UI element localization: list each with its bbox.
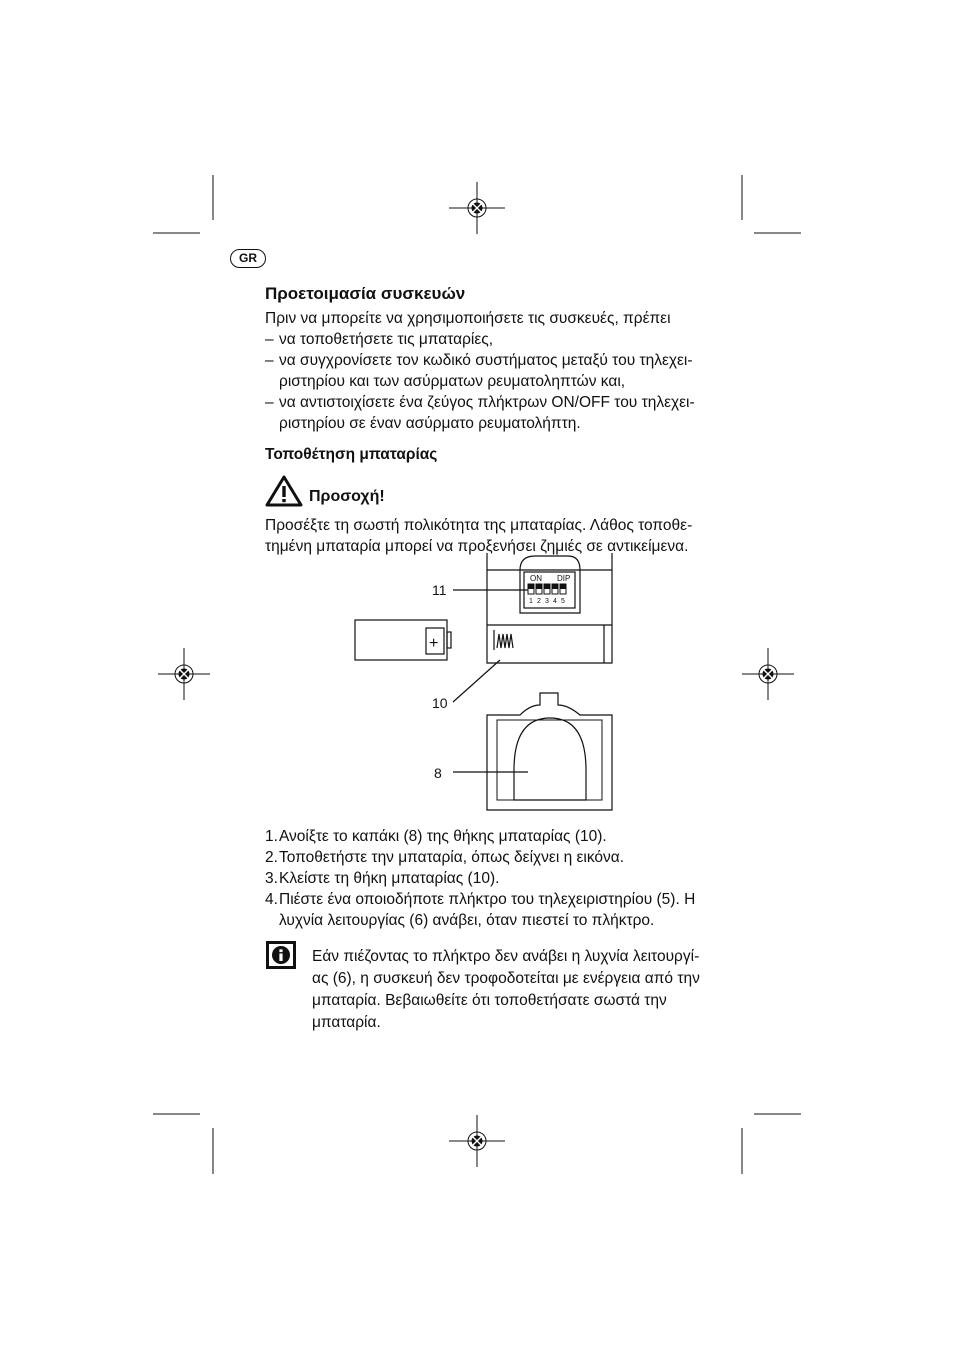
dip-switch-bank — [528, 584, 566, 594]
intro-text: Πριν να μπορείτε να χρησιμοποιήσετε τις συσκευές, πρέπει — [265, 310, 671, 327]
battery-section-title: Τοποθέτηση μπαταρίας — [265, 446, 438, 463]
info-icon — [266, 941, 296, 969]
info-note: Εάν πιέζοντας το πλήκτρο δεν ανάβει η λυχνία λειτουργίας (6), η συσκευή δεν τροφοδοτείται με ενέργεια από την μπαταρία. Βεβαιωθείτε ότι τοποθετήσατε σωστά την μπαταρία. — [312, 948, 700, 1031]
step-item: 2. Τοποθετήστε την μπαταρία, όπως δείχνει η εικόνα. — [265, 849, 625, 866]
registration-mark-bottom — [449, 1115, 505, 1167]
dip-number: 5 — [561, 598, 565, 605]
dip-number: 2 — [537, 598, 541, 605]
step-item: 1. Ανοίξτε το καπάκι (8) της θήκης μπαταρίας (10). — [265, 828, 607, 845]
prep-item: – να συγχρονίσετε τον κωδικό συστήματος μεταξύ του τηλεχειριστηρίου και των ασύρματων ρευματοληπτών και, — [265, 352, 693, 390]
warning-heading — [265, 473, 705, 507]
dip-label: DIP — [557, 574, 571, 583]
dip-number: 1 — [529, 598, 533, 605]
prep-item: – να αντιστοιχίσετε ένα ζεύγος πλήκτρων ON/OFF του τηλεχειριστηρίου σε έναν ασύρματο ρευματολήπτη. — [265, 394, 695, 432]
step-item: 4. Πιέστε ένα οποιοδήποτε πλήκτρο του τηλεχειριστηρίου (5). Η λυχνία λειτουργίας (6) ανάβει, όταν πιεστεί το πλήκτρο. — [265, 891, 696, 929]
dip-number: 3 — [545, 598, 549, 605]
registration-mark-right — [742, 648, 794, 700]
registration-mark-left — [158, 648, 210, 700]
warning-icon — [265, 475, 303, 507]
dip-on-label: ON — [530, 574, 542, 583]
main-content — [265, 282, 705, 557]
step-item: 3. Κλείστε τη θήκη μπαταρίας (10). — [265, 870, 500, 887]
section-title: Προετοιμασία συσκευών — [265, 284, 466, 303]
language-badge: GR — [230, 249, 266, 268]
callout-11: 11 — [432, 582, 447, 598]
warning-label: Προσοχή! — [309, 488, 385, 505]
battery-plus-sign: + — [429, 635, 439, 652]
callout-8: 8 — [434, 765, 442, 781]
battery-figure — [350, 550, 630, 820]
steps-list — [265, 826, 705, 931]
warning-text: Προσέξτε τη σωστή πολικότητα της μπαταρίας. Λάθος τοποθετημένη μπαταρία μπορεί να προξενήσει ζημιές σε αντικείμενα. — [265, 517, 693, 555]
prep-item: – να τοποθετήσετε τις μπαταρίες, — [265, 331, 494, 348]
registration-mark-top — [449, 182, 505, 234]
callout-10: 10 — [432, 695, 448, 711]
dip-number: 4 — [553, 598, 557, 605]
